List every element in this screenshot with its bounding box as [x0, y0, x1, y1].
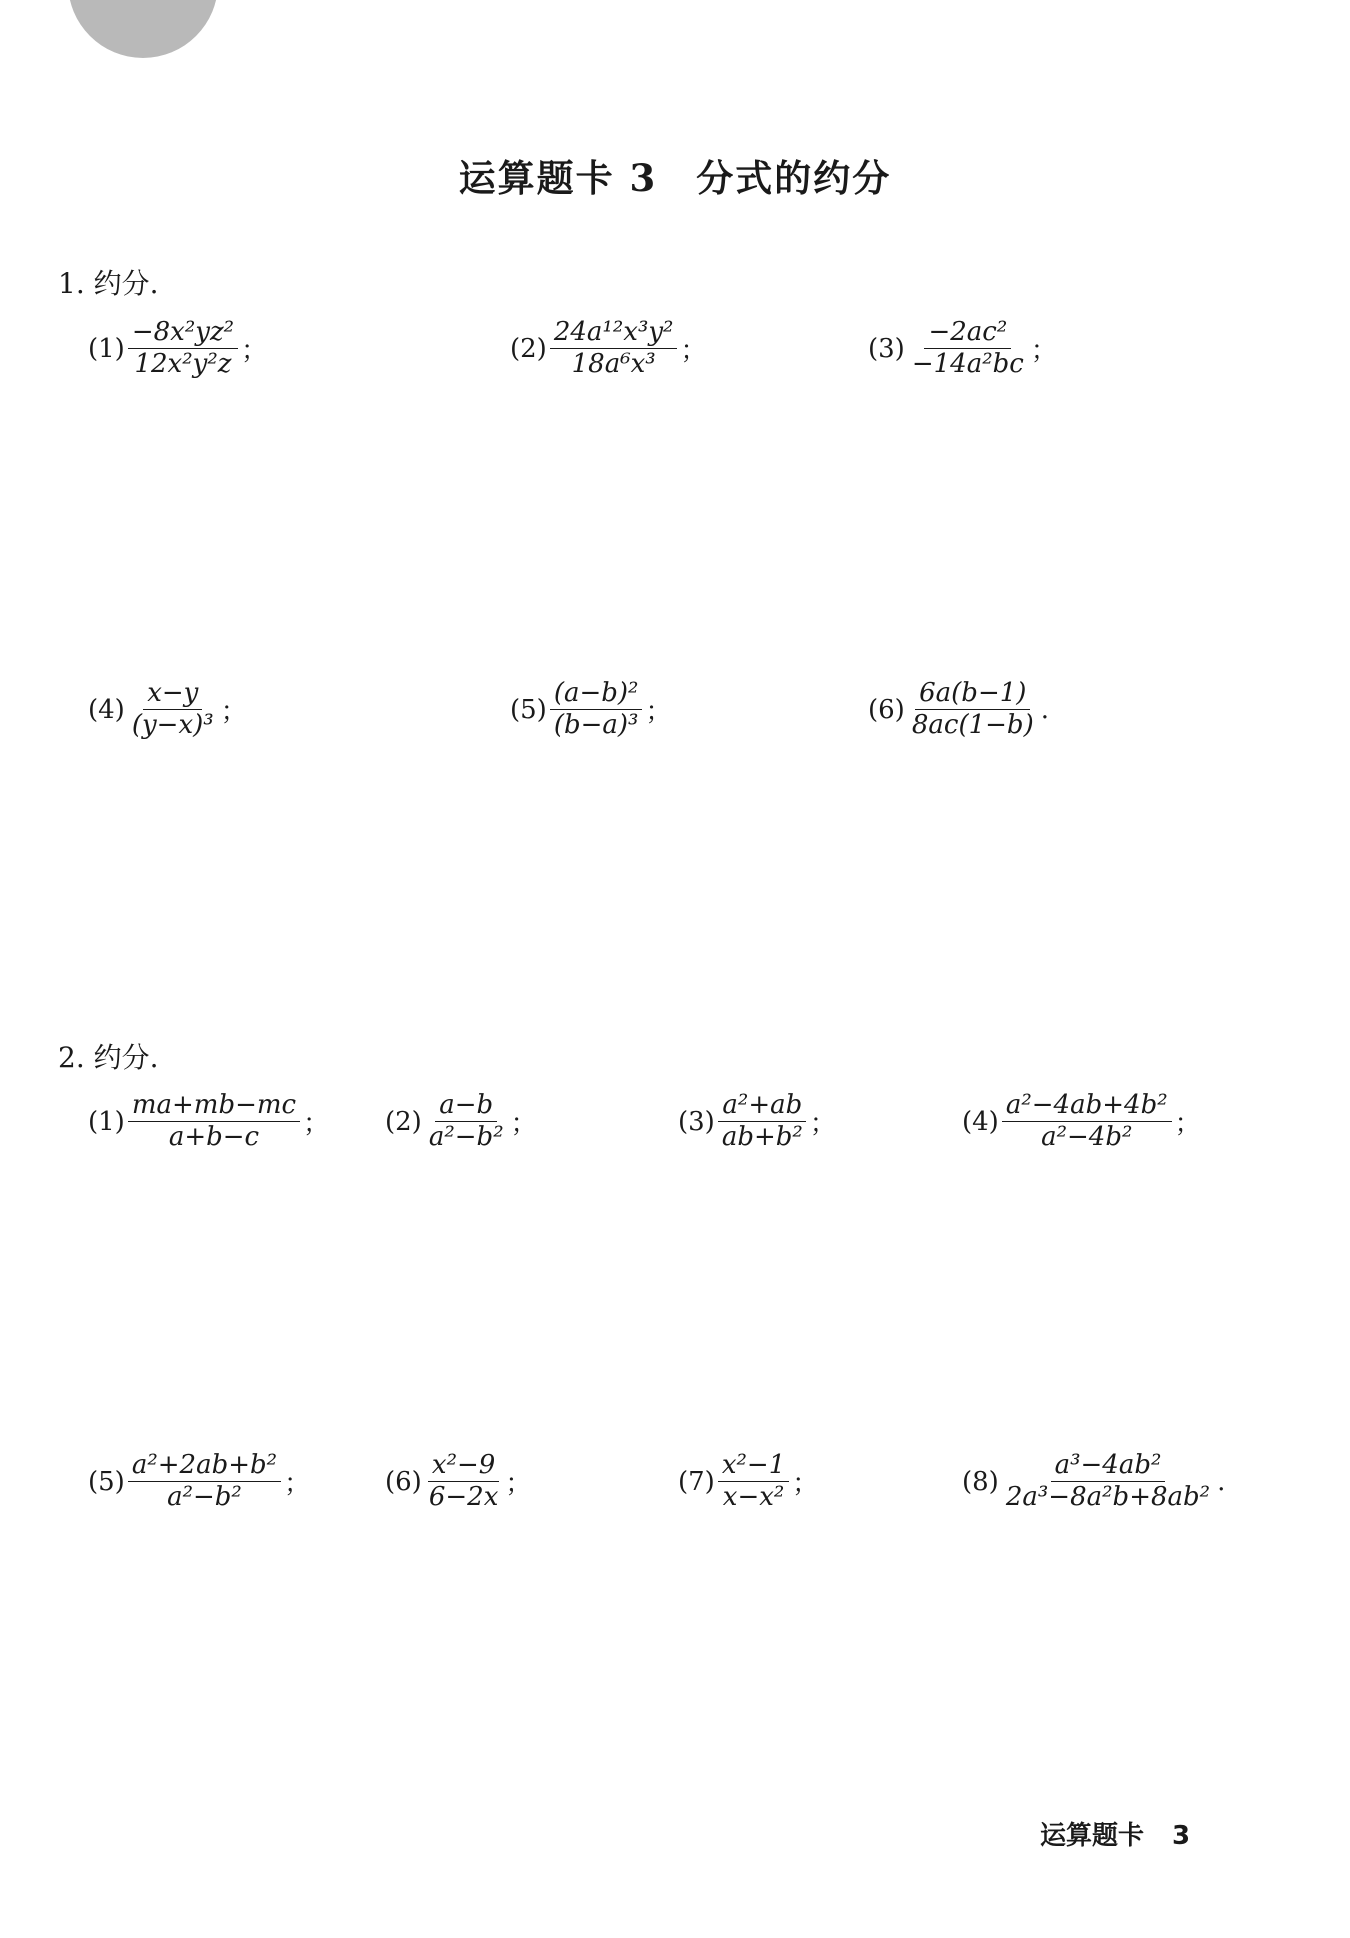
fraction [425, 1450, 503, 1513]
punctuation: ； [510, 1109, 537, 1139]
problem-label: (6) [868, 694, 905, 725]
punctuation: ； [792, 1469, 819, 1499]
problem-label: (1) [88, 333, 125, 364]
denominator: a+b−c [168, 1122, 260, 1152]
fraction [128, 1090, 300, 1153]
problem-label: (3) [868, 333, 905, 364]
denominator: 8ac(1−b) [911, 710, 1034, 740]
fraction [550, 317, 678, 380]
section-2-label: 2. 约分. [58, 1041, 159, 1074]
s1-problem-5 [510, 678, 672, 741]
denominator: (b−a)³ [553, 710, 639, 740]
s1-problem-6 [868, 678, 1049, 741]
problem-label: (4) [962, 1106, 999, 1137]
problem-label: (2) [510, 333, 547, 364]
denominator: −14a²bc [911, 349, 1024, 379]
punctuation: ； [220, 697, 247, 727]
punctuation: ； [241, 336, 268, 366]
problem-label: (4) [88, 694, 125, 725]
s2-problem-3 [678, 1090, 836, 1153]
punctuation: ； [809, 1109, 836, 1139]
s1-problem-3 [868, 317, 1057, 380]
punctuation: ； [303, 1109, 330, 1139]
numerator: x²−1 [718, 1450, 789, 1482]
numerator: ma+mb−mc [128, 1090, 300, 1122]
fraction [425, 1090, 508, 1153]
denominator: ab+b² [721, 1122, 803, 1152]
numerator: 6a(b−1) [915, 678, 1030, 710]
problem-label: (2) [385, 1106, 422, 1137]
s2-problem-5 [88, 1450, 310, 1513]
fraction [1002, 1090, 1172, 1153]
problem-label: (8) [962, 1466, 999, 1497]
fraction [718, 1450, 789, 1513]
numerator: 24a¹²x³y² [550, 317, 678, 349]
punctuation: . [1040, 694, 1049, 725]
punctuation: ； [680, 336, 707, 366]
denominator: 12x²y²z [134, 349, 232, 379]
numerator: a²−4ab+4b² [1002, 1090, 1172, 1122]
fraction [908, 317, 1028, 380]
s1-problem-4 [88, 678, 247, 741]
s2-problem-6 [385, 1450, 531, 1513]
punctuation: ； [1030, 336, 1057, 366]
punctuation: ； [284, 1469, 311, 1499]
problem-label: (5) [510, 694, 547, 725]
numerator: a²+2ab+b² [128, 1450, 281, 1482]
s1-problem-2 [510, 317, 707, 380]
problem-label: (5) [88, 1466, 125, 1497]
numerator: x−y [143, 678, 202, 710]
fraction [128, 317, 238, 380]
denominator: x−x² [722, 1482, 785, 1512]
problem-label: (7) [678, 1466, 715, 1497]
denominator: a²−4b² [1041, 1122, 1133, 1152]
section-1-label: 1. 约分. [58, 267, 159, 300]
s2-problem-8 [962, 1450, 1225, 1513]
denominator: 2a³−8a²b+8ab² [1005, 1482, 1211, 1512]
numerator: (a−b)² [550, 678, 643, 710]
problem-label: (3) [678, 1106, 715, 1137]
denominator: a²−b² [167, 1482, 242, 1512]
footer-label: 运算题卡 [1040, 1821, 1145, 1851]
punctuation: . [1217, 1466, 1226, 1497]
s2-problem-7 [678, 1450, 818, 1513]
denominator: (y−x)³ [131, 710, 214, 740]
problem-label: (6) [385, 1466, 422, 1497]
fraction [550, 678, 643, 741]
numerator: −8x²yz² [128, 317, 238, 349]
numerator: x²−9 [428, 1450, 499, 1482]
numerator: a−b [435, 1090, 497, 1122]
denominator: a²−b² [428, 1122, 504, 1152]
punctuation: ； [505, 1469, 532, 1499]
fraction [718, 1090, 807, 1153]
numerator: a²+ab [718, 1090, 806, 1122]
punctuation: ； [645, 697, 672, 727]
page-number: 3 [1172, 1821, 1191, 1851]
numerator: a³−4ab² [1051, 1450, 1166, 1482]
punctuation: ； [1174, 1109, 1201, 1139]
s2-problem-1 [88, 1090, 329, 1153]
numerator: −2ac² [924, 317, 1011, 349]
fraction [908, 678, 1038, 741]
fraction [128, 678, 218, 741]
page-title: 运算题卡 3 分式的约分 [458, 156, 892, 200]
denominator: 18a⁶x³ [571, 349, 656, 379]
corner-decoration [68, 0, 218, 58]
problem-label: (1) [88, 1106, 125, 1137]
fraction [1002, 1450, 1214, 1513]
denominator: 6−2x [428, 1482, 499, 1512]
page-footer [1040, 1815, 1190, 1852]
s1-problem-1 [88, 317, 267, 380]
s2-problem-2 [385, 1090, 537, 1153]
fraction [128, 1450, 281, 1513]
s2-problem-4 [962, 1090, 1201, 1153]
